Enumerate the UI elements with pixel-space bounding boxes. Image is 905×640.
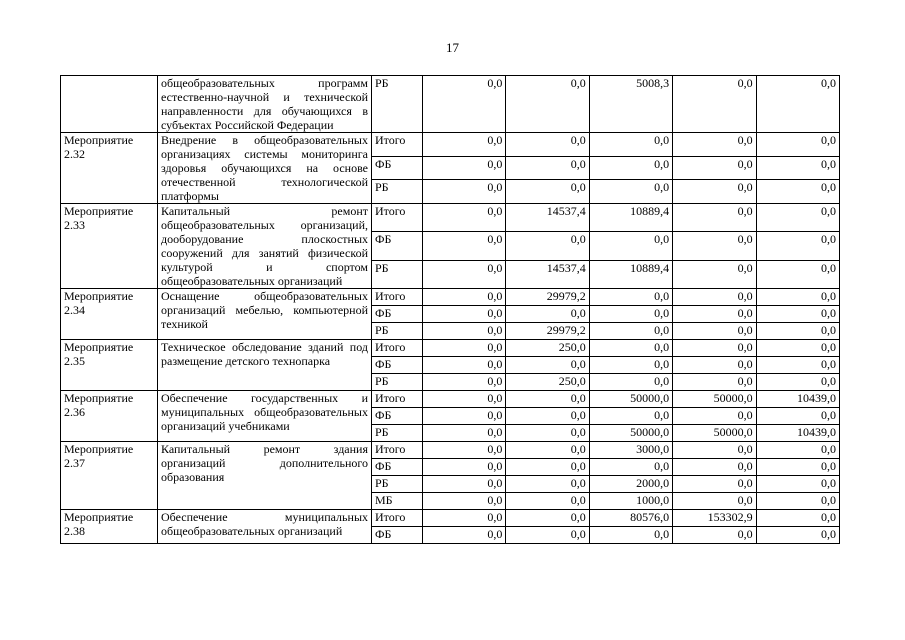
amount-cell: 0,0 <box>673 340 756 357</box>
amount-cell: 0,0 <box>756 459 839 476</box>
funding-source: МБ <box>372 493 423 510</box>
amount-cell: 0,0 <box>589 408 672 425</box>
amount-cell: 0,0 <box>423 459 506 476</box>
measure-label: Мероприятие 2.33 <box>61 204 158 289</box>
amount-cell: 0,0 <box>506 232 589 260</box>
budget-table-body <box>61 76 840 544</box>
amount-cell: 0,0 <box>506 180 589 204</box>
measure-description: Капитальный ремонт здания организаций дополнительного образования <box>158 442 372 510</box>
amount-cell: 1000,0 <box>589 493 672 510</box>
amount-cell: 0,0 <box>589 180 672 204</box>
measure-label: Мероприятие 2.36 <box>61 391 158 442</box>
table-row <box>61 391 840 408</box>
amount-cell: 0,0 <box>423 306 506 323</box>
amount-cell: 0,0 <box>673 323 756 340</box>
amount-cell: 0,0 <box>506 510 589 527</box>
amount-cell: 0,0 <box>423 476 506 493</box>
amount-cell: 50000,0 <box>589 425 672 442</box>
amount-cell: 0,0 <box>423 340 506 357</box>
amount-cell: 0,0 <box>506 442 589 459</box>
amount-cell: 0,0 <box>756 156 839 180</box>
measure-label: Мероприятие 2.37 <box>61 442 158 510</box>
funding-source: РБ <box>372 374 423 391</box>
amount-cell: 0,0 <box>506 76 589 133</box>
funding-source: ФБ <box>372 306 423 323</box>
amount-cell: 0,0 <box>756 289 839 306</box>
amount-cell: 0,0 <box>756 493 839 510</box>
amount-cell: 0,0 <box>506 493 589 510</box>
amount-cell: 0,0 <box>423 374 506 391</box>
amount-cell: 0,0 <box>423 442 506 459</box>
amount-cell: 0,0 <box>589 357 672 374</box>
measure-label: Мероприятие 2.35 <box>61 340 158 391</box>
amount-cell: 0,0 <box>673 156 756 180</box>
table-row <box>61 289 840 306</box>
page-number: 17 <box>446 40 459 55</box>
measure-description: Оснащение общеобразовательных организаций мебелью, компьютерной техникой <box>158 289 372 340</box>
amount-cell: 0,0 <box>589 133 672 157</box>
amount-cell: 14537,4 <box>506 260 589 288</box>
funding-source: Итого <box>372 133 423 157</box>
amount-cell: 29979,2 <box>506 289 589 306</box>
amount-cell: 10439,0 <box>756 391 839 408</box>
funding-source: ФБ <box>372 527 423 544</box>
measure-description: Обеспечение муниципальных общеобразовательных организаций <box>158 510 372 544</box>
amount-cell: 0,0 <box>756 260 839 288</box>
amount-cell: 0,0 <box>423 289 506 306</box>
amount-cell: 0,0 <box>673 527 756 544</box>
amount-cell: 0,0 <box>423 76 506 133</box>
amount-cell: 80576,0 <box>589 510 672 527</box>
funding-source: РБ <box>372 180 423 204</box>
budget-table <box>60 75 840 544</box>
amount-cell: 0,0 <box>506 459 589 476</box>
amount-cell: 0,0 <box>589 232 672 260</box>
measure-description: Обеспечение государственных и муниципальных общеобразовательных организаций учебниками <box>158 391 372 442</box>
amount-cell: 0,0 <box>673 289 756 306</box>
amount-cell: 0,0 <box>423 408 506 425</box>
amount-cell: 0,0 <box>423 493 506 510</box>
amount-cell: 0,0 <box>673 306 756 323</box>
amount-cell: 0,0 <box>589 374 672 391</box>
amount-cell: 0,0 <box>423 180 506 204</box>
amount-cell: 0,0 <box>756 476 839 493</box>
amount-cell: 3000,0 <box>589 442 672 459</box>
funding-source: РБ <box>372 323 423 340</box>
amount-cell: 0,0 <box>506 408 589 425</box>
amount-cell: 0,0 <box>423 232 506 260</box>
amount-cell: 0,0 <box>506 391 589 408</box>
amount-cell: 0,0 <box>756 442 839 459</box>
funding-source: РБ <box>372 260 423 288</box>
amount-cell: 0,0 <box>673 442 756 459</box>
amount-cell: 0,0 <box>756 306 839 323</box>
table-row <box>61 204 840 232</box>
amount-cell: 0,0 <box>673 76 756 133</box>
amount-cell: 0,0 <box>589 527 672 544</box>
amount-cell: 0,0 <box>589 306 672 323</box>
amount-cell: 0,0 <box>756 340 839 357</box>
amount-cell: 0,0 <box>506 425 589 442</box>
amount-cell: 0,0 <box>589 289 672 306</box>
amount-cell: 0,0 <box>673 204 756 232</box>
measure-label <box>61 76 158 133</box>
amount-cell: 0,0 <box>756 180 839 204</box>
amount-cell: 0,0 <box>506 527 589 544</box>
amount-cell: 0,0 <box>673 180 756 204</box>
amount-cell: 0,0 <box>756 133 839 157</box>
funding-source: РБ <box>372 476 423 493</box>
amount-cell: 0,0 <box>756 408 839 425</box>
table-row <box>61 510 840 527</box>
funding-source: ФБ <box>372 459 423 476</box>
amount-cell: 50000,0 <box>673 391 756 408</box>
amount-cell: 0,0 <box>673 357 756 374</box>
amount-cell: 0,0 <box>506 133 589 157</box>
amount-cell: 250,0 <box>506 340 589 357</box>
amount-cell: 14537,4 <box>506 204 589 232</box>
amount-cell: 10439,0 <box>756 425 839 442</box>
measure-description: Капитальный ремонт общеобразовательных организаций, дооборудование плоскостных сооружений для занятий физической культурой и спортом общеобразовательных организаций <box>158 204 372 289</box>
amount-cell: 0,0 <box>423 357 506 374</box>
amount-cell: 0,0 <box>423 527 506 544</box>
amount-cell: 0,0 <box>423 156 506 180</box>
amount-cell: 0,0 <box>423 260 506 288</box>
amount-cell: 0,0 <box>673 374 756 391</box>
table-row <box>61 442 840 459</box>
amount-cell: 0,0 <box>756 374 839 391</box>
amount-cell: 0,0 <box>673 459 756 476</box>
amount-cell: 0,0 <box>506 156 589 180</box>
funding-source: РБ <box>372 425 423 442</box>
amount-cell: 0,0 <box>756 323 839 340</box>
amount-cell: 0,0 <box>423 133 506 157</box>
amount-cell: 10889,4 <box>589 260 672 288</box>
amount-cell: 0,0 <box>423 391 506 408</box>
amount-cell: 0,0 <box>506 357 589 374</box>
amount-cell: 0,0 <box>423 425 506 442</box>
amount-cell: 0,0 <box>756 204 839 232</box>
amount-cell: 153302,9 <box>673 510 756 527</box>
funding-source: ФБ <box>372 156 423 180</box>
amount-cell: 0,0 <box>673 232 756 260</box>
amount-cell: 0,0 <box>673 476 756 493</box>
table-row <box>61 340 840 357</box>
funding-source: Итого <box>372 510 423 527</box>
amount-cell: 29979,2 <box>506 323 589 340</box>
amount-cell: 10889,4 <box>589 204 672 232</box>
funding-source: Итого <box>372 340 423 357</box>
amount-cell: 0,0 <box>589 323 672 340</box>
funding-source: ФБ <box>372 357 423 374</box>
funding-source: ФБ <box>372 408 423 425</box>
amount-cell: 0,0 <box>673 493 756 510</box>
funding-source: ФБ <box>372 232 423 260</box>
measure-label: Мероприятие 2.38 <box>61 510 158 544</box>
amount-cell: 0,0 <box>423 510 506 527</box>
amount-cell: 0,0 <box>756 527 839 544</box>
amount-cell: 0,0 <box>506 306 589 323</box>
amount-cell: 0,0 <box>589 459 672 476</box>
measure-description: общеобразовательных программ естественно-научной и технической направленности для обучающихся в субъектах Российской Федерации <box>158 76 372 133</box>
amount-cell: 0,0 <box>673 133 756 157</box>
amount-cell: 50000,0 <box>673 425 756 442</box>
amount-cell: 0,0 <box>506 476 589 493</box>
amount-cell: 0,0 <box>423 204 506 232</box>
amount-cell: 0,0 <box>673 408 756 425</box>
amount-cell: 0,0 <box>756 232 839 260</box>
funding-source: Итого <box>372 391 423 408</box>
funding-source: Итого <box>372 289 423 306</box>
amount-cell: 5008,3 <box>589 76 672 133</box>
amount-cell: 250,0 <box>506 374 589 391</box>
amount-cell: 0,0 <box>589 340 672 357</box>
funding-source: Итого <box>372 204 423 232</box>
amount-cell: 0,0 <box>673 260 756 288</box>
measure-description: Техническое обследование зданий под размещение детского технопарка <box>158 340 372 391</box>
funding-source: РБ <box>372 76 423 133</box>
amount-cell: 0,0 <box>756 357 839 374</box>
amount-cell: 0,0 <box>756 76 839 133</box>
amount-cell: 2000,0 <box>589 476 672 493</box>
amount-cell: 50000,0 <box>589 391 672 408</box>
funding-source: Итого <box>372 442 423 459</box>
table-row <box>61 76 840 133</box>
measure-description: Внедрение в общеобразовательных организациях системы мониторинга здоровья обучающихся на основе отечественной технологической платформы <box>158 133 372 204</box>
amount-cell: 0,0 <box>756 510 839 527</box>
amount-cell: 0,0 <box>589 156 672 180</box>
measure-label: Мероприятие 2.32 <box>61 133 158 204</box>
measure-label: Мероприятие 2.34 <box>61 289 158 340</box>
amount-cell: 0,0 <box>423 323 506 340</box>
table-row <box>61 133 840 157</box>
